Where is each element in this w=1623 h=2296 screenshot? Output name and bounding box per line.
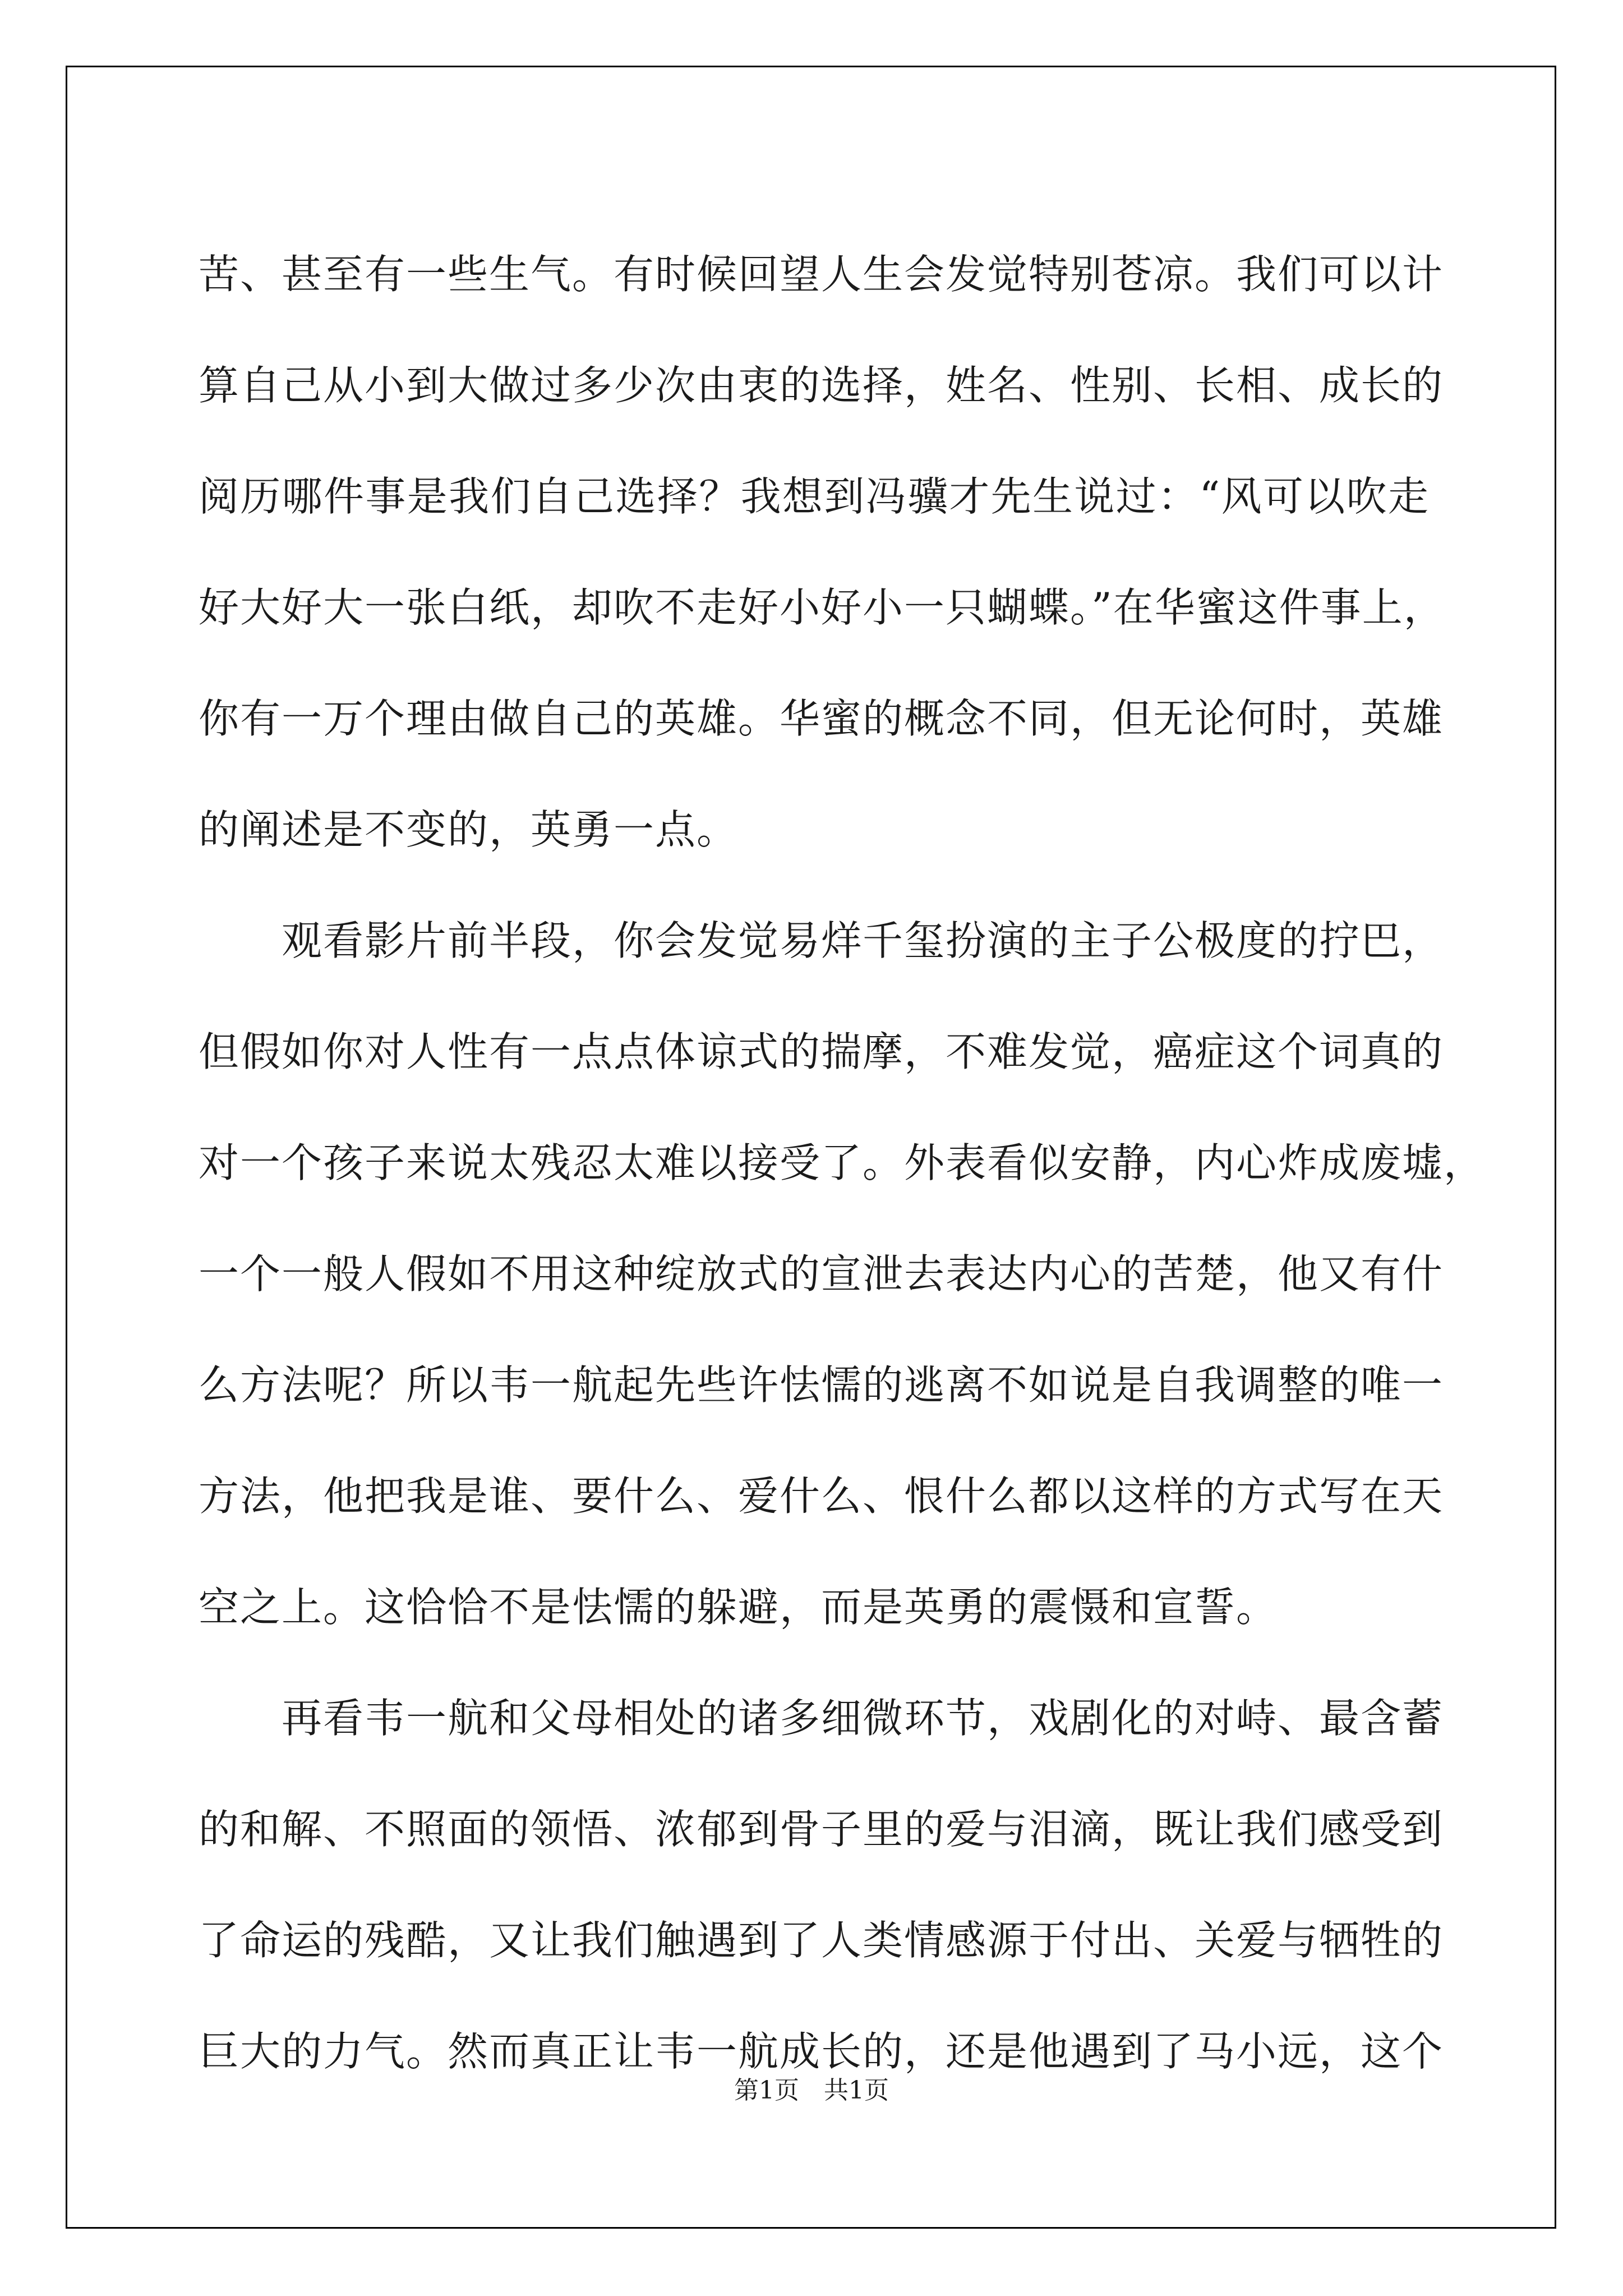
text-line: 你有一万个理由做自己的英雄。华蜜的概念不同，但无论何时，英雄 [199,695,1444,742]
document-body [199,219,1486,2107]
page-footer: 第1页 共1页 [734,2076,889,2105]
text-line: 的阐述是不变的，英勇一点。 [199,806,739,853]
text-line: 但假如你对人性有一点点体谅式的揣摩，不难发觉，癌症这个词真的 [199,1028,1444,1075]
text-line: 对一个孩子来说太残忍太难以接受了。外表看似安静，内心炸成废墟， [199,1139,1486,1186]
text-line: 好大好大一张白纸，却吹不走好小好小一只蝴蝶。”在华蜜这件事上， [199,584,1445,631]
text-line: 巨大的力气。然而真正让韦一航成长的，还是他遇到了马小远，这个 [199,2028,1444,2075]
text-line: 方法，他把我是谁、要什么、爱什么、恨什么都以这样的方式写在天 [199,1473,1444,1520]
text-line: 一个一般人假如不用这种绽放式的宣泄去表达内心的苦楚，他又有什 [199,1250,1444,1297]
text-line: 算自己从小到大做过多少次由衷的选择，姓名、性别、长相、成长的 [199,362,1444,409]
text-line: 再看韦一航和父母相处的诸多细微环节，戏剧化的对峙、最含蓄 [199,1695,1444,1742]
text-line: 空之上。这恰恰不是怯懦的躲避，而是英勇的震慑和宣誓。 [199,1584,1278,1631]
text-line: 了命运的残酷，又让我们触遇到了人类情感源于付出、关爱与牺牲的 [199,1917,1444,1964]
text-line: 苦、甚至有一些生气。有时候回望人生会发觉特别苍凉。我们可以计 [199,251,1444,298]
text-line: 阅历哪件事是我们自己选择？我想到冯骥才先生说过：“风可以吹走 [199,473,1430,520]
text-line: 观看影片前半段，你会发觉易烊千玺扮演的主子公极度的拧巴， [199,917,1444,964]
text-line: 么方法呢？所以韦一航起先些许怯懦的逃离不如说是自我调整的唯一 [199,1361,1444,1409]
text-line: 的和解、不照面的领悟、浓郁到骨子里的爱与泪滴，既让我们感受到 [199,1806,1444,1853]
